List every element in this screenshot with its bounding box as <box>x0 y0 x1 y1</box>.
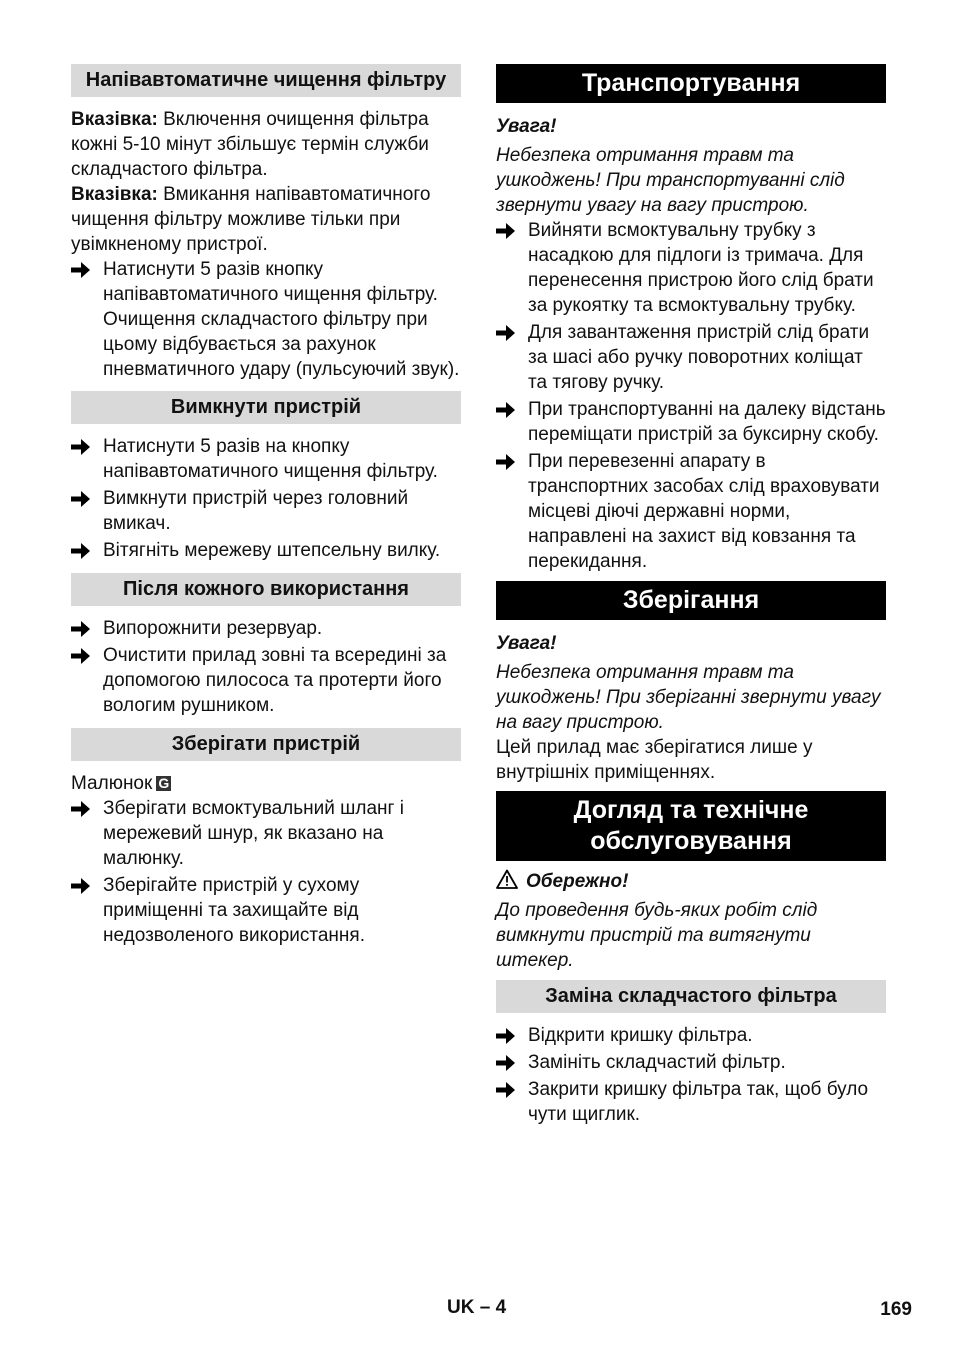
page-number: 169 <box>880 1299 912 1320</box>
section-heading-filter-replacement: Заміна складчастого фільтра <box>496 980 886 1013</box>
step-list <box>71 796 461 948</box>
arrow-right-icon <box>496 453 516 471</box>
main-heading-maintenance: Догляд та технічне обслуговування <box>496 791 886 861</box>
arrow-right-icon <box>71 438 91 456</box>
figure-reference <box>71 771 461 796</box>
list-item <box>496 397 886 447</box>
section-heading-switch-off: Вимкнути пристрій <box>71 391 461 424</box>
caution-label: Обережно! <box>526 871 629 892</box>
step-text: Вітягніть мережеву штепсельну вилку. <box>103 540 441 561</box>
list-item <box>496 320 886 395</box>
note-text: Вмикання напівавтоматичного чищення фільтру можливе тільки при увімкненому пристрої. <box>71 184 431 255</box>
note-text: Включення очищення фільтра кожні 5-10 мінут збільшує термін служби складчастого фільтра. <box>71 109 429 180</box>
attention-label: Увага! <box>496 116 557 137</box>
arrow-right-icon <box>71 620 91 638</box>
caution-line <box>496 869 886 894</box>
main-heading-storage: Зберігання <box>496 581 886 620</box>
step-list <box>496 1023 886 1127</box>
arrow-right-icon <box>496 222 516 240</box>
list-item <box>71 486 461 536</box>
step-text: Вийняти всмоктувальну трубку з насадкою для підлоги із тримача. Для перенесення пристрою його слід брати за рукоятку та всмоктувальну трубку. <box>528 220 874 316</box>
arrow-right-icon <box>71 877 91 895</box>
step-list <box>71 434 461 563</box>
list-item <box>71 873 461 948</box>
step-text: Для завантаження пристрій слід брати за шасі або ручку поворотних коліщат та тягову ручку. <box>528 322 870 393</box>
footer-section-label: UK – 4 <box>447 1297 507 1318</box>
attention-text: Небезпека отримання травм та ушкоджень! При зберіганні звернути увагу на вагу пристрою. <box>496 662 881 733</box>
arrow-right-icon <box>71 261 91 279</box>
list-item <box>496 1077 886 1127</box>
section-heading-semi-auto-cleaning: Напівавтоматичне чищення фільтру <box>71 64 461 97</box>
section-heading-store-device: Зберігати пристрій <box>71 728 461 761</box>
left-column <box>71 64 461 950</box>
note-paragraph <box>71 107 461 182</box>
list-item <box>71 616 461 641</box>
attention-label: Увага! <box>496 633 557 654</box>
note-label: Вказівка: <box>71 109 158 130</box>
arrow-right-icon <box>496 1027 516 1045</box>
list-item <box>71 434 461 484</box>
step-text: Натиснути 5 разів на кнопку напівавтоматичного чищення фільтру. <box>103 436 438 482</box>
note-paragraph <box>71 182 461 257</box>
list-item <box>496 218 886 318</box>
step-text: Зберігайте пристрій у сухому приміщенні та захищайте від недозволеного використання. <box>103 875 365 946</box>
list-item <box>496 1023 886 1048</box>
note-label: Вказівка: <box>71 184 158 205</box>
step-text: Замініть складчастий фільтр. <box>528 1052 786 1073</box>
step-text: Відкрити кришку фільтра. <box>528 1025 753 1046</box>
list-item <box>71 796 461 871</box>
arrow-right-icon <box>496 1054 516 1072</box>
arrow-right-icon <box>496 324 516 342</box>
step-text: Випорожнити резервуар. <box>103 618 323 639</box>
warning-triangle-icon <box>496 869 518 889</box>
list-item <box>71 257 461 382</box>
storage-text: Цей прилад має зберігатися лише у внутрішніх приміщеннях. <box>496 737 813 783</box>
main-heading-transport: Транспортування <box>496 64 886 103</box>
step-text: При транспортуванні на далеку відстань переміщати пристрій за буксирну скобу. <box>528 399 886 445</box>
right-column <box>496 64 886 1129</box>
attention-text: Небезпека отримання травм та ушкоджень! При транспортуванні слід звернути увагу на вагу пристрою. <box>496 145 845 216</box>
step-text: Вимкнути пристрій через головний вмикач. <box>103 488 409 534</box>
list-item <box>71 643 461 718</box>
arrow-right-icon <box>496 1081 516 1099</box>
arrow-right-icon <box>496 401 516 419</box>
step-text: При перевезенні апарату в транспортних засобах слід враховувати місцеві діючі державні норми, направлені на захист від ковзання та перекидання. <box>528 451 880 572</box>
step-list <box>71 616 461 718</box>
arrow-right-icon <box>71 647 91 665</box>
arrow-right-icon <box>71 800 91 818</box>
list-item <box>496 449 886 574</box>
step-text: Зберігати всмоктувальний шланг і мережевий шнур, як вказано на малюнку. <box>103 798 404 869</box>
caution-text: До проведення будь-яких робіт слід вимкнути пристрій та витягнути штекер. <box>496 900 818 971</box>
figure-label: Малюнок <box>71 773 153 794</box>
step-text: Закрити кришку фільтра так, щоб було чути щиглик. <box>528 1079 869 1125</box>
step-text: Натиснути 5 разів кнопку напівавтоматичного чищення фільтру. Очищення складчастого фільтру при цьому відбувається за рахунок пневматичного удару (пульсуючий звук). <box>103 259 460 380</box>
section-heading-after-use: Після кожного використання <box>71 573 461 606</box>
list-item <box>496 1050 886 1075</box>
step-text: Очистити прилад зовні та всередині за допомогою пилососа та протерти його вологим рушником. <box>103 645 447 716</box>
arrow-right-icon <box>71 490 91 508</box>
figure-id-badge: G <box>156 776 171 791</box>
arrow-right-icon <box>71 542 91 560</box>
list-item <box>71 538 461 563</box>
step-list <box>71 257 461 382</box>
step-list <box>496 218 886 574</box>
